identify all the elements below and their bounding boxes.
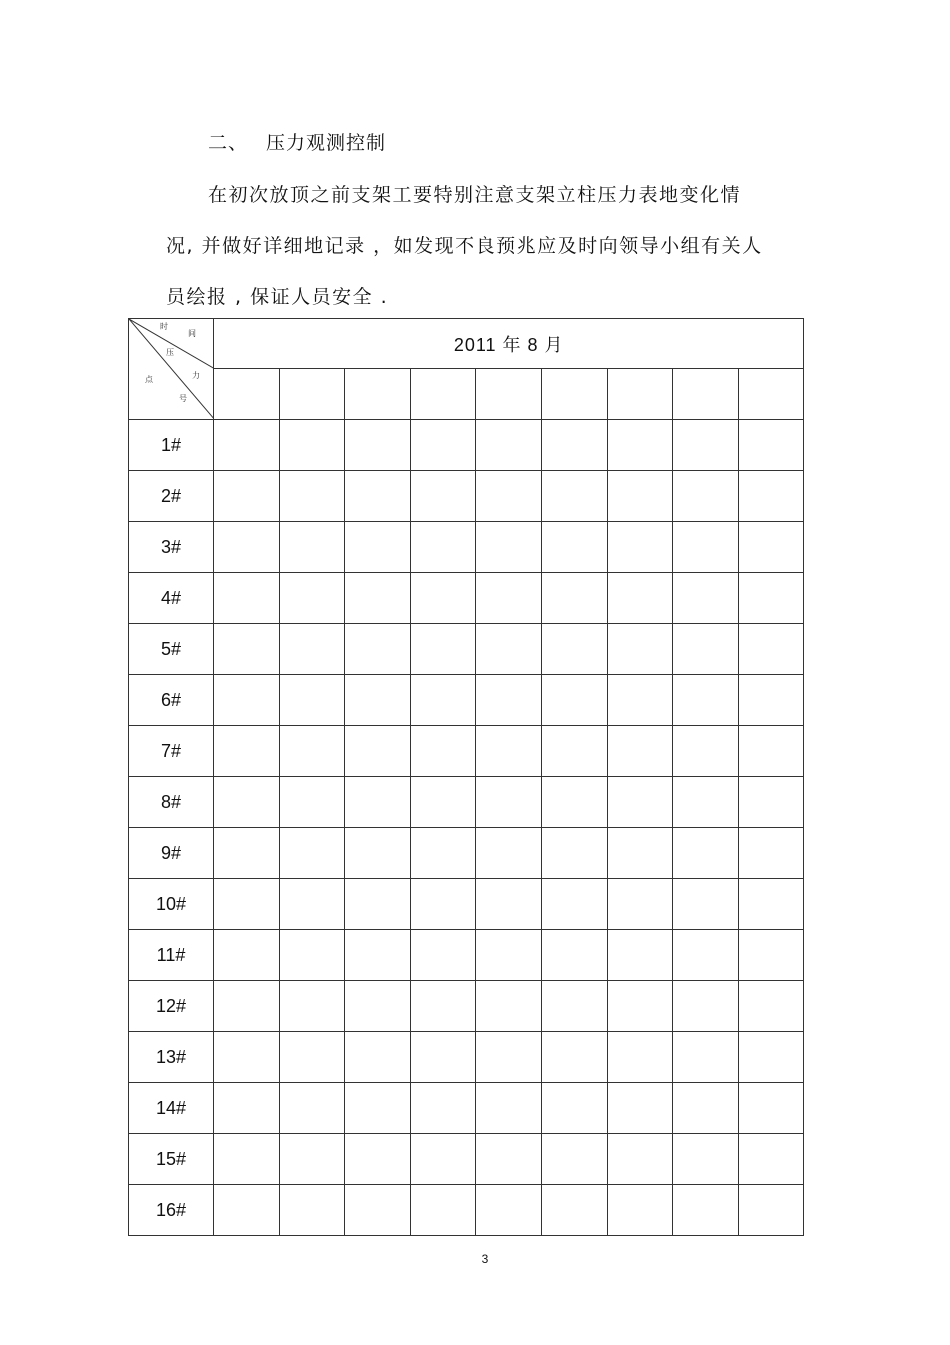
pressure-value-cell[interactable] <box>738 981 804 1032</box>
point-label: 6# <box>129 675 214 726</box>
pressure-value-cell[interactable] <box>738 1032 804 1083</box>
pressure-value-cell[interactable] <box>410 879 476 930</box>
pressure-value-cell[interactable] <box>541 777 607 828</box>
pressure-value-cell[interactable] <box>541 573 607 624</box>
pressure-value-cell[interactable] <box>738 573 804 624</box>
pressure-value-cell[interactable] <box>214 1083 280 1134</box>
pressure-value-cell[interactable] <box>607 1083 673 1134</box>
pressure-value-cell[interactable] <box>738 930 804 981</box>
paragraph-line-2: 况, 并做好详细地记录 ，如发现不良预兆应及时向领导小组有关人 <box>166 235 763 257</box>
pressure-value-cell[interactable] <box>607 1185 673 1236</box>
date-cell[interactable] <box>607 369 673 420</box>
pressure-value-cell[interactable] <box>738 1083 804 1134</box>
pressure-value-cell[interactable] <box>476 726 542 777</box>
table-row <box>129 828 804 879</box>
pressure-value-cell[interactable] <box>476 828 542 879</box>
table-row <box>129 675 804 726</box>
pressure-value-cell[interactable] <box>410 420 476 471</box>
pressure-value-cell[interactable] <box>541 420 607 471</box>
pressure-value-cell[interactable] <box>345 573 411 624</box>
pressure-value-cell[interactable] <box>738 675 804 726</box>
pressure-value-cell[interactable] <box>673 930 739 981</box>
corner-diagonal-lines <box>129 319 214 420</box>
point-label: 10# <box>129 879 214 930</box>
pressure-value-cell[interactable] <box>738 420 804 471</box>
pressure-value-cell[interactable] <box>214 1032 280 1083</box>
pressure-value-cell[interactable] <box>541 522 607 573</box>
point-label: 16# <box>129 1185 214 1236</box>
point-label: 15# <box>129 1134 214 1185</box>
pressure-value-cell[interactable] <box>279 573 345 624</box>
pressure-value-cell[interactable] <box>541 828 607 879</box>
month-header: 2011 年 8 月 <box>214 319 804 369</box>
pressure-value-cell[interactable] <box>279 624 345 675</box>
pressure-value-cell[interactable] <box>476 1032 542 1083</box>
point-label: 12# <box>129 981 214 1032</box>
pressure-value-cell[interactable] <box>541 675 607 726</box>
pressure-value-cell[interactable] <box>476 1083 542 1134</box>
pressure-value-cell[interactable] <box>738 471 804 522</box>
table-row <box>129 777 804 828</box>
pressure-value-cell[interactable] <box>410 522 476 573</box>
pressure-value-cell[interactable] <box>279 1185 345 1236</box>
pressure-value-cell[interactable] <box>607 726 673 777</box>
pressure-value-cell[interactable] <box>673 828 739 879</box>
pressure-value-cell[interactable] <box>738 1134 804 1185</box>
date-cell[interactable] <box>673 369 739 420</box>
pressure-value-cell[interactable] <box>476 471 542 522</box>
pressure-value-cell[interactable] <box>279 1032 345 1083</box>
corner-header-cell <box>129 319 214 420</box>
point-label: 5# <box>129 624 214 675</box>
pressure-value-cell[interactable] <box>607 981 673 1032</box>
pressure-value-cell[interactable] <box>410 1083 476 1134</box>
pressure-value-cell[interactable] <box>541 1083 607 1134</box>
pressure-value-cell[interactable] <box>541 624 607 675</box>
pressure-value-cell[interactable] <box>345 879 411 930</box>
pressure-value-cell[interactable] <box>476 420 542 471</box>
section-heading <box>208 128 386 155</box>
pressure-value-cell[interactable] <box>345 1134 411 1185</box>
corner-point-char: 点 <box>145 375 153 384</box>
pressure-value-cell[interactable] <box>279 1083 345 1134</box>
pressure-value-cell[interactable] <box>214 573 280 624</box>
pressure-value-cell[interactable] <box>279 930 345 981</box>
pressure-value-cell[interactable] <box>214 981 280 1032</box>
pressure-value-cell[interactable] <box>345 471 411 522</box>
pressure-value-cell[interactable] <box>541 930 607 981</box>
table-row <box>129 1185 804 1236</box>
pressure-value-cell[interactable] <box>607 624 673 675</box>
point-label: 9# <box>129 828 214 879</box>
point-label: 4# <box>129 573 214 624</box>
pressure-value-cell[interactable] <box>345 1083 411 1134</box>
pressure-value-cell[interactable] <box>738 522 804 573</box>
pressure-value-cell[interactable] <box>673 1185 739 1236</box>
pressure-value-cell[interactable] <box>345 675 411 726</box>
pressure-value-cell[interactable] <box>673 777 739 828</box>
pressure-value-cell[interactable] <box>410 930 476 981</box>
date-cell[interactable] <box>476 369 542 420</box>
point-label: 1# <box>129 420 214 471</box>
pressure-value-cell[interactable] <box>607 1032 673 1083</box>
pressure-value-cell[interactable] <box>345 1185 411 1236</box>
pressure-value-cell[interactable] <box>607 1134 673 1185</box>
pressure-value-cell[interactable] <box>279 420 345 471</box>
point-label: 7# <box>129 726 214 777</box>
point-label: 14# <box>129 1083 214 1134</box>
pressure-value-cell[interactable] <box>410 777 476 828</box>
table-row <box>129 1083 804 1134</box>
pressure-value-cell[interactable] <box>345 777 411 828</box>
section-number: 二、 <box>208 132 249 154</box>
table-row <box>129 420 804 471</box>
pressure-value-cell[interactable] <box>214 471 280 522</box>
date-header-row <box>129 369 804 420</box>
pressure-value-cell[interactable] <box>476 1185 542 1236</box>
pressure-value-cell[interactable] <box>214 420 280 471</box>
pressure-value-cell[interactable] <box>214 777 280 828</box>
pressure-value-cell[interactable] <box>607 828 673 879</box>
pressure-value-cell[interactable] <box>214 1185 280 1236</box>
pressure-value-cell[interactable] <box>345 522 411 573</box>
pressure-value-cell[interactable] <box>673 1032 739 1083</box>
pressure-value-cell[interactable] <box>673 471 739 522</box>
pressure-value-cell[interactable] <box>410 471 476 522</box>
page-number: 3 <box>481 1252 489 1266</box>
pressure-value-cell[interactable] <box>279 726 345 777</box>
pressure-value-cell[interactable] <box>345 981 411 1032</box>
pressure-value-cell[interactable] <box>738 777 804 828</box>
pressure-value-cell[interactable] <box>410 624 476 675</box>
table-row <box>129 879 804 930</box>
pressure-observation-table <box>128 318 804 1236</box>
pressure-value-cell[interactable] <box>279 471 345 522</box>
pressure-value-cell[interactable] <box>476 675 542 726</box>
pressure-value-cell[interactable] <box>214 624 280 675</box>
pressure-value-cell[interactable] <box>738 624 804 675</box>
pressure-value-cell[interactable] <box>541 471 607 522</box>
pressure-value-cell[interactable] <box>738 879 804 930</box>
pressure-value-cell[interactable] <box>541 1134 607 1185</box>
pressure-value-cell[interactable] <box>279 777 345 828</box>
pressure-value-cell[interactable] <box>607 522 673 573</box>
paragraph-line-3: 员绘报 , 保证人员安全 . <box>166 286 389 308</box>
table-row <box>129 573 804 624</box>
pressure-value-cell[interactable] <box>673 1083 739 1134</box>
pressure-value-cell[interactable] <box>541 1032 607 1083</box>
pressure-value-cell[interactable] <box>738 828 804 879</box>
pressure-value-cell[interactable] <box>607 777 673 828</box>
pressure-value-cell[interactable] <box>738 726 804 777</box>
pressure-value-cell[interactable] <box>345 930 411 981</box>
point-label: 3# <box>129 522 214 573</box>
pressure-value-cell[interactable] <box>410 675 476 726</box>
pressure-value-cell[interactable] <box>345 828 411 879</box>
pressure-value-cell[interactable] <box>607 471 673 522</box>
table-row <box>129 522 804 573</box>
pressure-value-cell[interactable] <box>214 828 280 879</box>
pressure-value-cell[interactable] <box>607 930 673 981</box>
pressure-value-cell[interactable] <box>345 726 411 777</box>
table-row <box>129 471 804 522</box>
table-row <box>129 1134 804 1185</box>
pressure-value-cell[interactable] <box>279 522 345 573</box>
corner-pressure-char-1: 压 <box>166 348 174 357</box>
table-row <box>129 624 804 675</box>
pressure-value-cell[interactable] <box>345 1032 411 1083</box>
point-label: 11# <box>129 930 214 981</box>
table-row <box>129 726 804 777</box>
pressure-value-cell[interactable] <box>345 624 411 675</box>
pressure-value-cell[interactable] <box>410 828 476 879</box>
pressure-value-cell[interactable] <box>541 726 607 777</box>
pressure-value-cell[interactable] <box>345 420 411 471</box>
pressure-value-cell[interactable] <box>476 1134 542 1185</box>
pressure-value-cell[interactable] <box>476 981 542 1032</box>
pressure-value-cell[interactable] <box>607 420 673 471</box>
pressure-value-cell[interactable] <box>410 726 476 777</box>
pressure-value-cell[interactable] <box>738 1185 804 1236</box>
pressure-value-cell[interactable] <box>410 573 476 624</box>
pressure-value-cell[interactable] <box>607 573 673 624</box>
section-title: 压力观测控制 <box>266 132 387 154</box>
pressure-value-cell[interactable] <box>673 1134 739 1185</box>
pressure-value-cell[interactable] <box>214 522 280 573</box>
pressure-value-cell[interactable] <box>476 522 542 573</box>
pressure-value-cell[interactable] <box>541 981 607 1032</box>
pressure-value-cell[interactable] <box>541 879 607 930</box>
pressure-value-cell[interactable] <box>607 879 673 930</box>
date-cell[interactable] <box>738 369 804 420</box>
pressure-value-cell[interactable] <box>673 573 739 624</box>
table-row <box>129 1032 804 1083</box>
pressure-value-cell[interactable] <box>673 624 739 675</box>
pressure-value-cell[interactable] <box>279 981 345 1032</box>
date-cell[interactable] <box>214 369 280 420</box>
pressure-value-cell[interactable] <box>673 522 739 573</box>
pressure-value-cell[interactable] <box>673 981 739 1032</box>
point-label: 2# <box>129 471 214 522</box>
point-label: 8# <box>129 777 214 828</box>
corner-time-char-1: 时 <box>160 322 168 331</box>
pressure-value-cell[interactable] <box>279 675 345 726</box>
corner-number-char: 号 <box>179 394 187 403</box>
pressure-value-cell[interactable] <box>673 420 739 471</box>
date-cell[interactable] <box>410 369 476 420</box>
date-cell[interactable] <box>345 369 411 420</box>
pressure-value-cell[interactable] <box>214 675 280 726</box>
corner-pressure-char-2: 力 <box>192 371 200 380</box>
pressure-value-cell[interactable] <box>410 1185 476 1236</box>
pressure-value-cell[interactable] <box>673 675 739 726</box>
pressure-value-cell[interactable] <box>673 879 739 930</box>
pressure-value-cell[interactable] <box>673 726 739 777</box>
paragraph-line-1: 在初次放顶之前支架工要特别注意支架立柱压力表地变化情 <box>208 184 742 206</box>
pressure-value-cell[interactable] <box>214 930 280 981</box>
pressure-value-cell[interactable] <box>214 879 280 930</box>
pressure-value-cell[interactable] <box>410 981 476 1032</box>
pressure-value-cell[interactable] <box>541 1185 607 1236</box>
table-row <box>129 930 804 981</box>
date-cell[interactable] <box>541 369 607 420</box>
corner-time-char-2: 间 <box>188 329 196 338</box>
pressure-value-cell[interactable] <box>410 1134 476 1185</box>
pressure-value-cell[interactable] <box>214 726 280 777</box>
point-label: 13# <box>129 1032 214 1083</box>
pressure-value-cell[interactable] <box>476 573 542 624</box>
pressure-value-cell[interactable] <box>476 930 542 981</box>
pressure-value-cell[interactable] <box>279 879 345 930</box>
pressure-value-cell[interactable] <box>279 828 345 879</box>
table-row <box>129 981 804 1032</box>
date-cell[interactable] <box>279 369 345 420</box>
pressure-value-cell[interactable] <box>607 675 673 726</box>
pressure-value-cell[interactable] <box>476 624 542 675</box>
pressure-value-cell[interactable] <box>214 1134 280 1185</box>
pressure-value-cell[interactable] <box>410 1032 476 1083</box>
pressure-value-cell[interactable] <box>476 777 542 828</box>
pressure-value-cell[interactable] <box>279 1134 345 1185</box>
pressure-value-cell[interactable] <box>476 879 542 930</box>
